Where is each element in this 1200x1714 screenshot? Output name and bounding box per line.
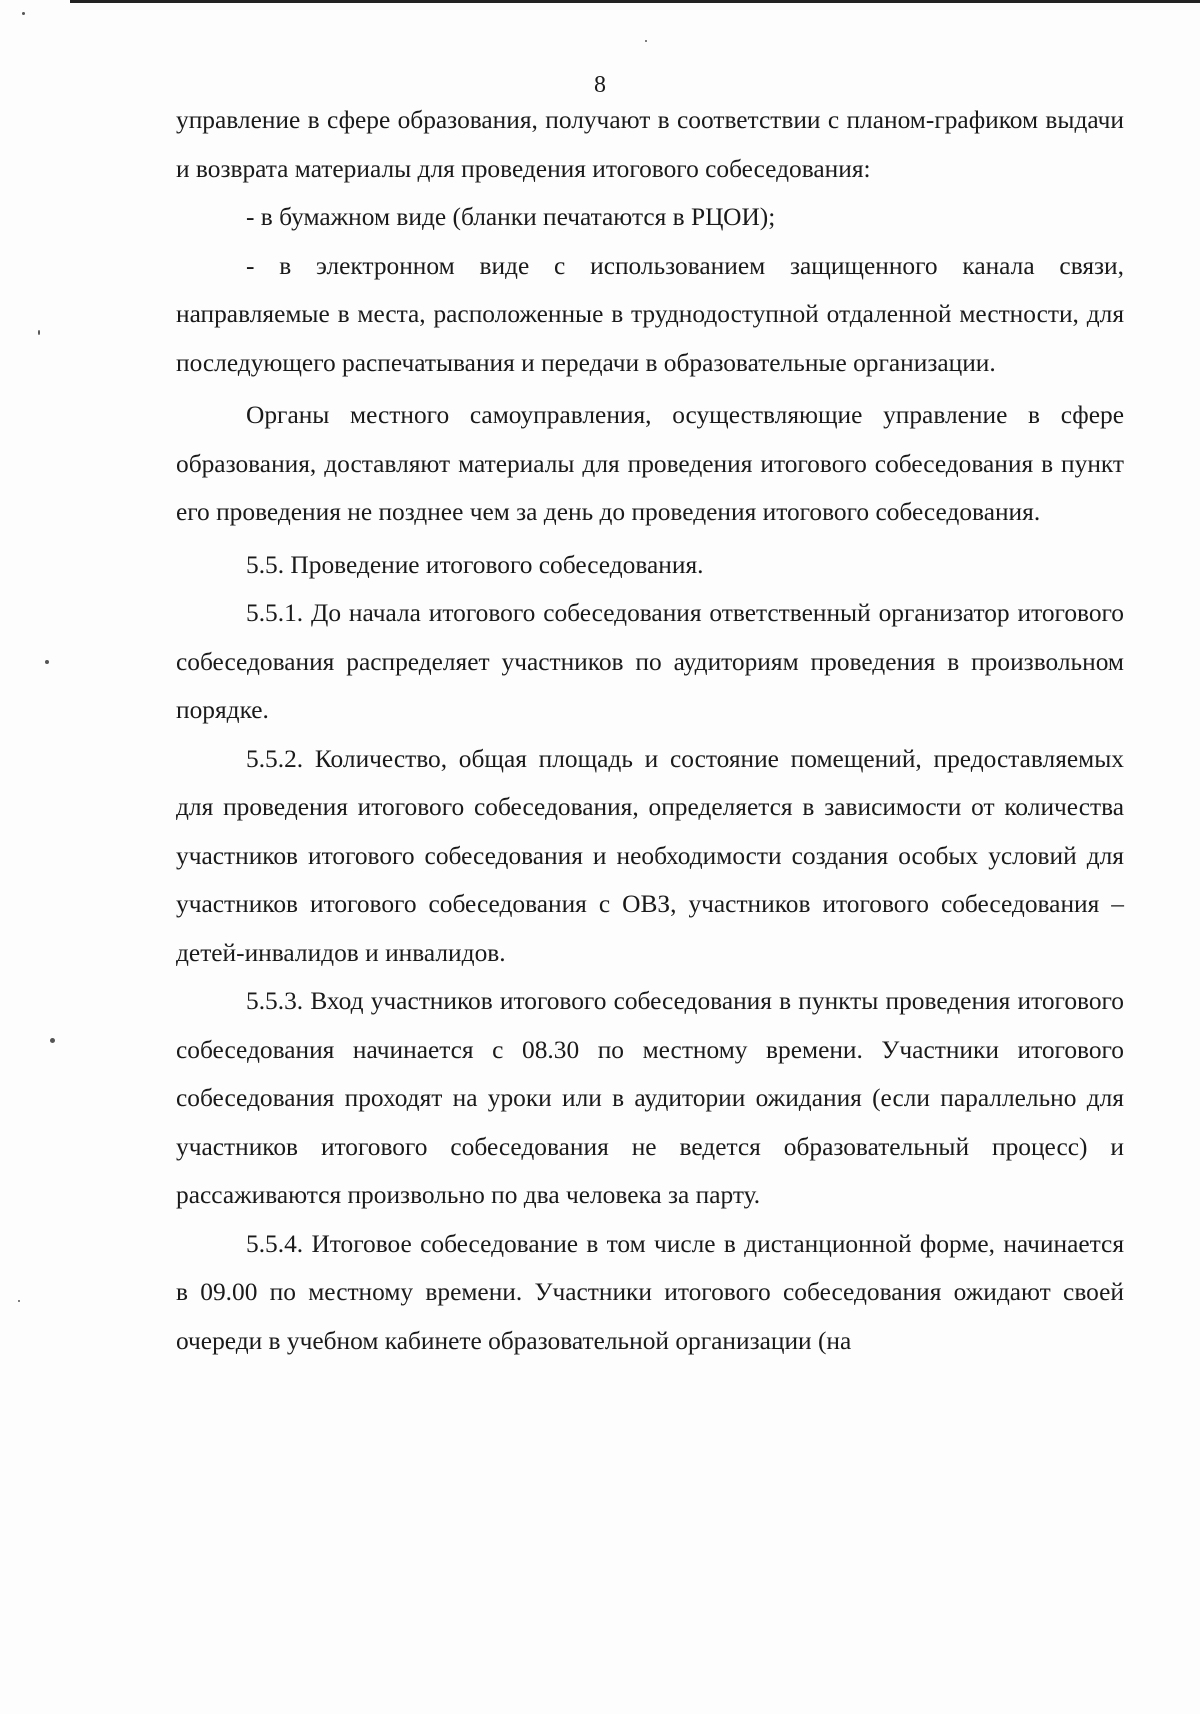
scan-speck bbox=[45, 660, 49, 664]
section-heading-5-5: 5.5. Проведение итогового собеседования. bbox=[246, 550, 704, 579]
list-item-electronic: - в электронном виде с использованием защищенного канала связи, направляемые в места, расположенные в труднодоступной отдаленной местности, для последующего распечатывания и передачи в образовательные организации. bbox=[176, 251, 1124, 377]
scan-speck bbox=[50, 1038, 55, 1043]
clause-5-5-1: 5.5.1. До начала итогового собеседования ответственный организатор итогового собеседования распределяет участников по аудиториям проведения в произвольном порядке. bbox=[176, 599, 1124, 724]
clause-5-5-2: 5.5.2. Количество, общая площадь и состояние помещений, предоставляемых для проведения итогового собеседования, определяется в зависимости от количества участников итогового собеседования и необходимости создания особых условий для участников итогового собеседования с ОВЗ, участников итогового собеседования – детей-инвалидов и инвалидов. bbox=[176, 744, 1124, 967]
clause-5-5-3: 5.5.3. Вход участников итогового собеседования в пункты проведения итогового собеседования начинается с 08.30 по местному времени. Участники итогового собеседования проходят на уроки или в аудитории ожидания (если параллельно для участников итогового собеседования не ведется образовательный процесс) и рассаживаются произвольно по два человека за парту. bbox=[176, 987, 1124, 1209]
list-item-paper: - в бумажном виде (бланки печатаются в РЦОИ); bbox=[246, 203, 776, 231]
scan-top-edge bbox=[70, 0, 1200, 3]
page-number: 8 bbox=[594, 72, 606, 98]
document-body bbox=[176, 96, 1124, 1365]
scan-speck bbox=[18, 1300, 20, 1302]
clause-5-5-4: 5.5.4. Итоговое собеседование в том числе в дистанционной форме, начинается в 09.00 по местному времени. Участники итогового собеседования ожидают своей очереди в учебном кабинете образовательной организации (на bbox=[176, 1229, 1124, 1355]
scan-speck bbox=[38, 330, 40, 335]
scan-speck bbox=[22, 12, 25, 15]
paragraph-continuation: управление в сфере образования, получают в соответствии с планом-графиком выдачи и возврата материалы для проведения итогового собеседования: bbox=[176, 106, 1124, 183]
paragraph-local-authorities: Органы местного самоуправления, осуществляющие управление в сфере образования, доставляют материалы для проведения итогового собеседования в пункт его проведения не позднее чем за день до проведения итогового собеседования. bbox=[176, 401, 1124, 526]
scan-speck bbox=[645, 40, 647, 42]
